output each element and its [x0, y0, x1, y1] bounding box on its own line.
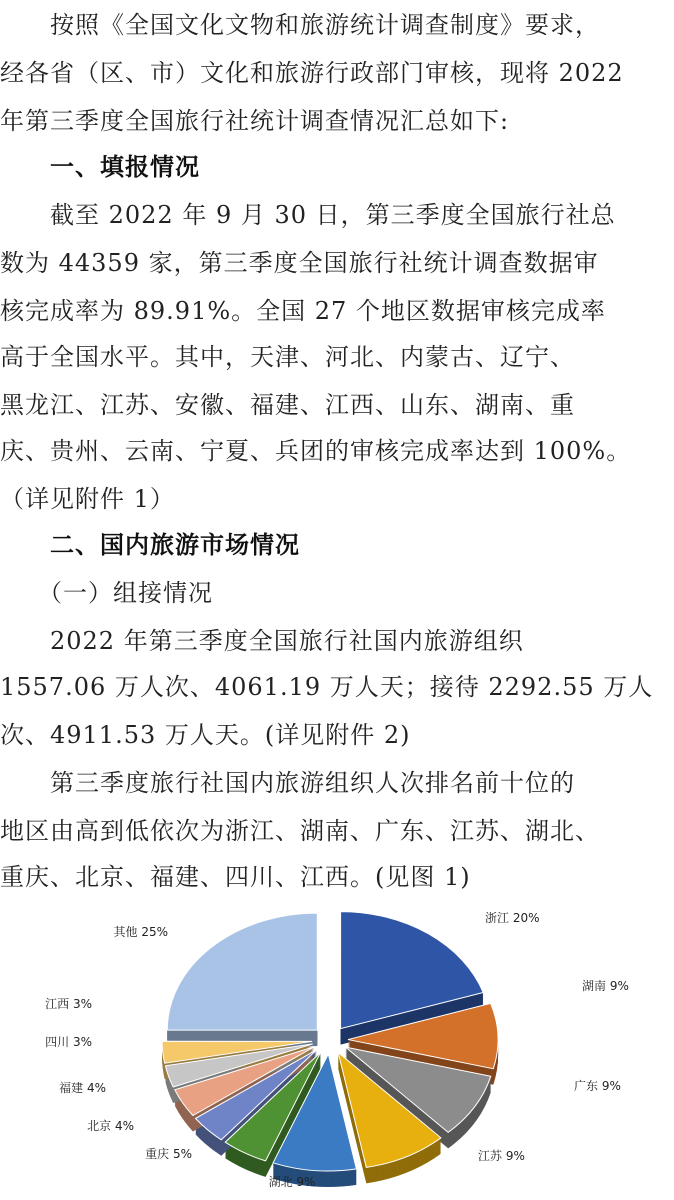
data-label-四川: 四川 3%: [45, 1035, 92, 1049]
subsection-heading: （一）组接情况: [0, 579, 213, 607]
paragraph-line: （详见附件 1）: [0, 485, 175, 513]
paragraph-line: 黑龙江、江苏、安徽、福建、江西、山东、湖南、重: [0, 391, 575, 419]
paragraph-line: 重庆、北京、福建、四川、江西。(见图 1): [0, 863, 471, 891]
paragraph-line: 年第三季度全国旅行社统计调查情况汇总如下:: [0, 107, 510, 135]
data-label-其他: 其他 25%: [113, 925, 168, 939]
paragraph-line: 数为 44359 家，第三季度全国旅行社统计调查数据审: [0, 249, 599, 277]
paragraph-line: 1557.06 万人次、4061.19 万人天；接待 2292.55 万人: [0, 673, 654, 701]
paragraph-line: 庆、贵州、云南、宁夏、兵团的审核完成率达到 100%。: [0, 437, 632, 465]
data-label-北京: 北京 4%: [87, 1119, 134, 1133]
paragraph-line: 地区由高到低依次为浙江、湖南、广东、江苏、湖北、: [0, 817, 600, 845]
paragraph-line: 2022 年第三季度全国旅行社国内旅游组织: [0, 627, 524, 655]
data-label-江苏: 江苏 9%: [478, 1149, 525, 1163]
data-label-湖北: 湖北 9%: [268, 1175, 316, 1189]
data-label-浙江: 浙江 20%: [485, 912, 540, 925]
data-label-重庆: 重庆 5%: [145, 1147, 192, 1161]
pie-slice-其他: [167, 913, 317, 1030]
pie-chart: [30, 912, 640, 1197]
data-label-福建: 福建 4%: [59, 1081, 106, 1095]
data-label-江西: 江西 3%: [45, 997, 92, 1011]
paragraph-line: 高于全国水平。其中，天津、河北、内蒙古、辽宁、: [0, 343, 575, 371]
paragraph-line: 截至 2022 年 9 月 30 日，第三季度全国旅行社总: [0, 201, 616, 229]
data-label-广东: 广东 9%: [574, 1079, 621, 1093]
paragraph-line: 经各省（区、市）文化和旅游行政部门审核，现将 2022: [0, 59, 624, 87]
paragraph-line: 核完成率为 89.91%。全国 27 个地区数据审核完成率: [0, 297, 606, 325]
paragraph-line: 第三季度旅行社国内旅游组织人次排名前十位的: [0, 769, 575, 797]
pie-top-layer: [162, 912, 498, 1171]
data-label-湖南: 湖南 9%: [582, 979, 629, 993]
section-heading-2: 二、国内旅游市场情况: [0, 531, 300, 559]
paragraph-line: 按照《全国文化文物和旅游统计调查制度》要求，: [0, 11, 600, 39]
section-heading-1: 一、填报情况: [0, 153, 200, 181]
paragraph-line: 次、4911.53 万人天。(详见附件 2): [0, 721, 411, 749]
